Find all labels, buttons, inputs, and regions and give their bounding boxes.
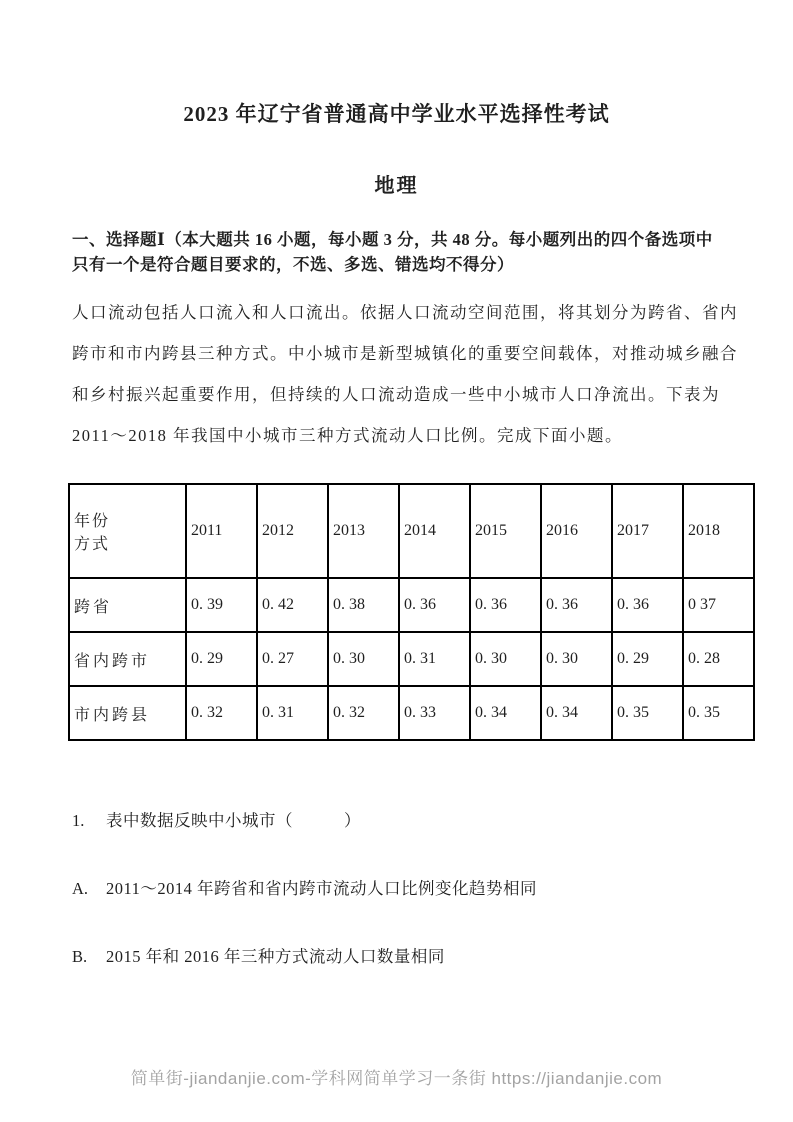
table-cell: 0. 38 [328,578,399,632]
passage-line-1: 人口流动包括人口流入和人口流出。依据人口流动空间范围，将其划分为跨省、省内 [72,303,738,322]
row-label: 市内跨县 [69,686,186,740]
table-cell: 0. 34 [470,686,541,740]
row-label: 省内跨市 [69,632,186,686]
table-cell: 0. 36 [541,578,612,632]
option-a-label: A. [72,879,89,898]
option-b [72,945,723,969]
passage-line-3: 和乡村振兴起重要作用，但持续的人口流动造成一些中小城市人口净流出。下表为 [72,385,720,404]
table-cell: 0. 29 [186,632,257,686]
table-cell: 0 37 [683,578,754,632]
year-header: 2016 [541,484,612,578]
table-cell: 0. 42 [257,578,328,632]
table-cell: 0. 34 [541,686,612,740]
section-heading [72,227,723,277]
corner-label-mode: 方式 [74,536,111,553]
table-cell: 0. 27 [257,632,328,686]
table-cell: 0. 35 [683,686,754,740]
footer-watermark: 简单街-jiandanjie.com-学科网简单学习一条街 https://jiandanjie.com [130,1069,663,1088]
section-heading-line-1: 一、选择题Ⅰ（本大题共 16 小题，每小题 3 分，共 48 分。每小题列出的四个备选项中 [72,230,713,249]
table-header-row [69,484,754,578]
section-heading-line-2: 只有一个是符合题目要求的，不选、多选、错选均不得分） [72,255,514,274]
passage-line-4: 2011～2018 年我国中小城市三种方式流动人口比例。完成下面小题。 [72,426,624,445]
table-cell: 0. 28 [683,632,754,686]
year-header: 2013 [328,484,399,578]
passage-text [72,292,738,456]
subject-title: 地理 [374,175,419,197]
option-a [72,877,723,901]
table-corner-cell [69,484,186,578]
table-row-intra-city [69,686,754,740]
year-header: 2012 [257,484,328,578]
table-cell: 0. 29 [612,632,683,686]
population-flow-table [68,483,755,741]
year-header: 2017 [612,484,683,578]
year-header: 2014 [399,484,470,578]
option-a-text: 2011～2014 年跨省和省内跨市流动人口比例变化趋势相同 [106,879,538,898]
corner-label-year: 年份 [74,513,111,530]
year-header: 2011 [186,484,257,578]
table-cell: 0. 31 [257,686,328,740]
table-cell: 0. 39 [186,578,257,632]
question-1 [72,809,723,969]
year-header: 2018 [683,484,754,578]
table-cell: 0. 36 [470,578,541,632]
table-cell: 0. 32 [186,686,257,740]
table-row-cross-province [69,578,754,632]
table-cell: 0. 35 [612,686,683,740]
table-cell: 0. 30 [541,632,612,686]
table-row-intra-province [69,632,754,686]
row-label: 跨省 [69,578,186,632]
question-number: 1. [72,811,85,830]
option-b-text: 2015 年和 2016 年三种方式流动人口数量相同 [106,947,445,966]
table-cell: 0. 32 [328,686,399,740]
question-text: 表中数据反映中小城市（ ） [106,811,361,830]
passage-line-2: 跨市和市内跨县三种方式。中小城市是新型城镇化的重要空间载体，对推动城乡融合 [72,344,738,363]
exam-title: 2023 年辽宁省普通高中学业水平选择性考试 [183,102,610,126]
table-cell: 0. 36 [399,578,470,632]
table-cell: 0. 31 [399,632,470,686]
question-stem [72,809,723,833]
year-header: 2015 [470,484,541,578]
table-cell: 0. 30 [470,632,541,686]
table-cell: 0. 36 [612,578,683,632]
option-b-label: B. [72,947,88,966]
table-cell: 0. 30 [328,632,399,686]
table-cell: 0. 33 [399,686,470,740]
